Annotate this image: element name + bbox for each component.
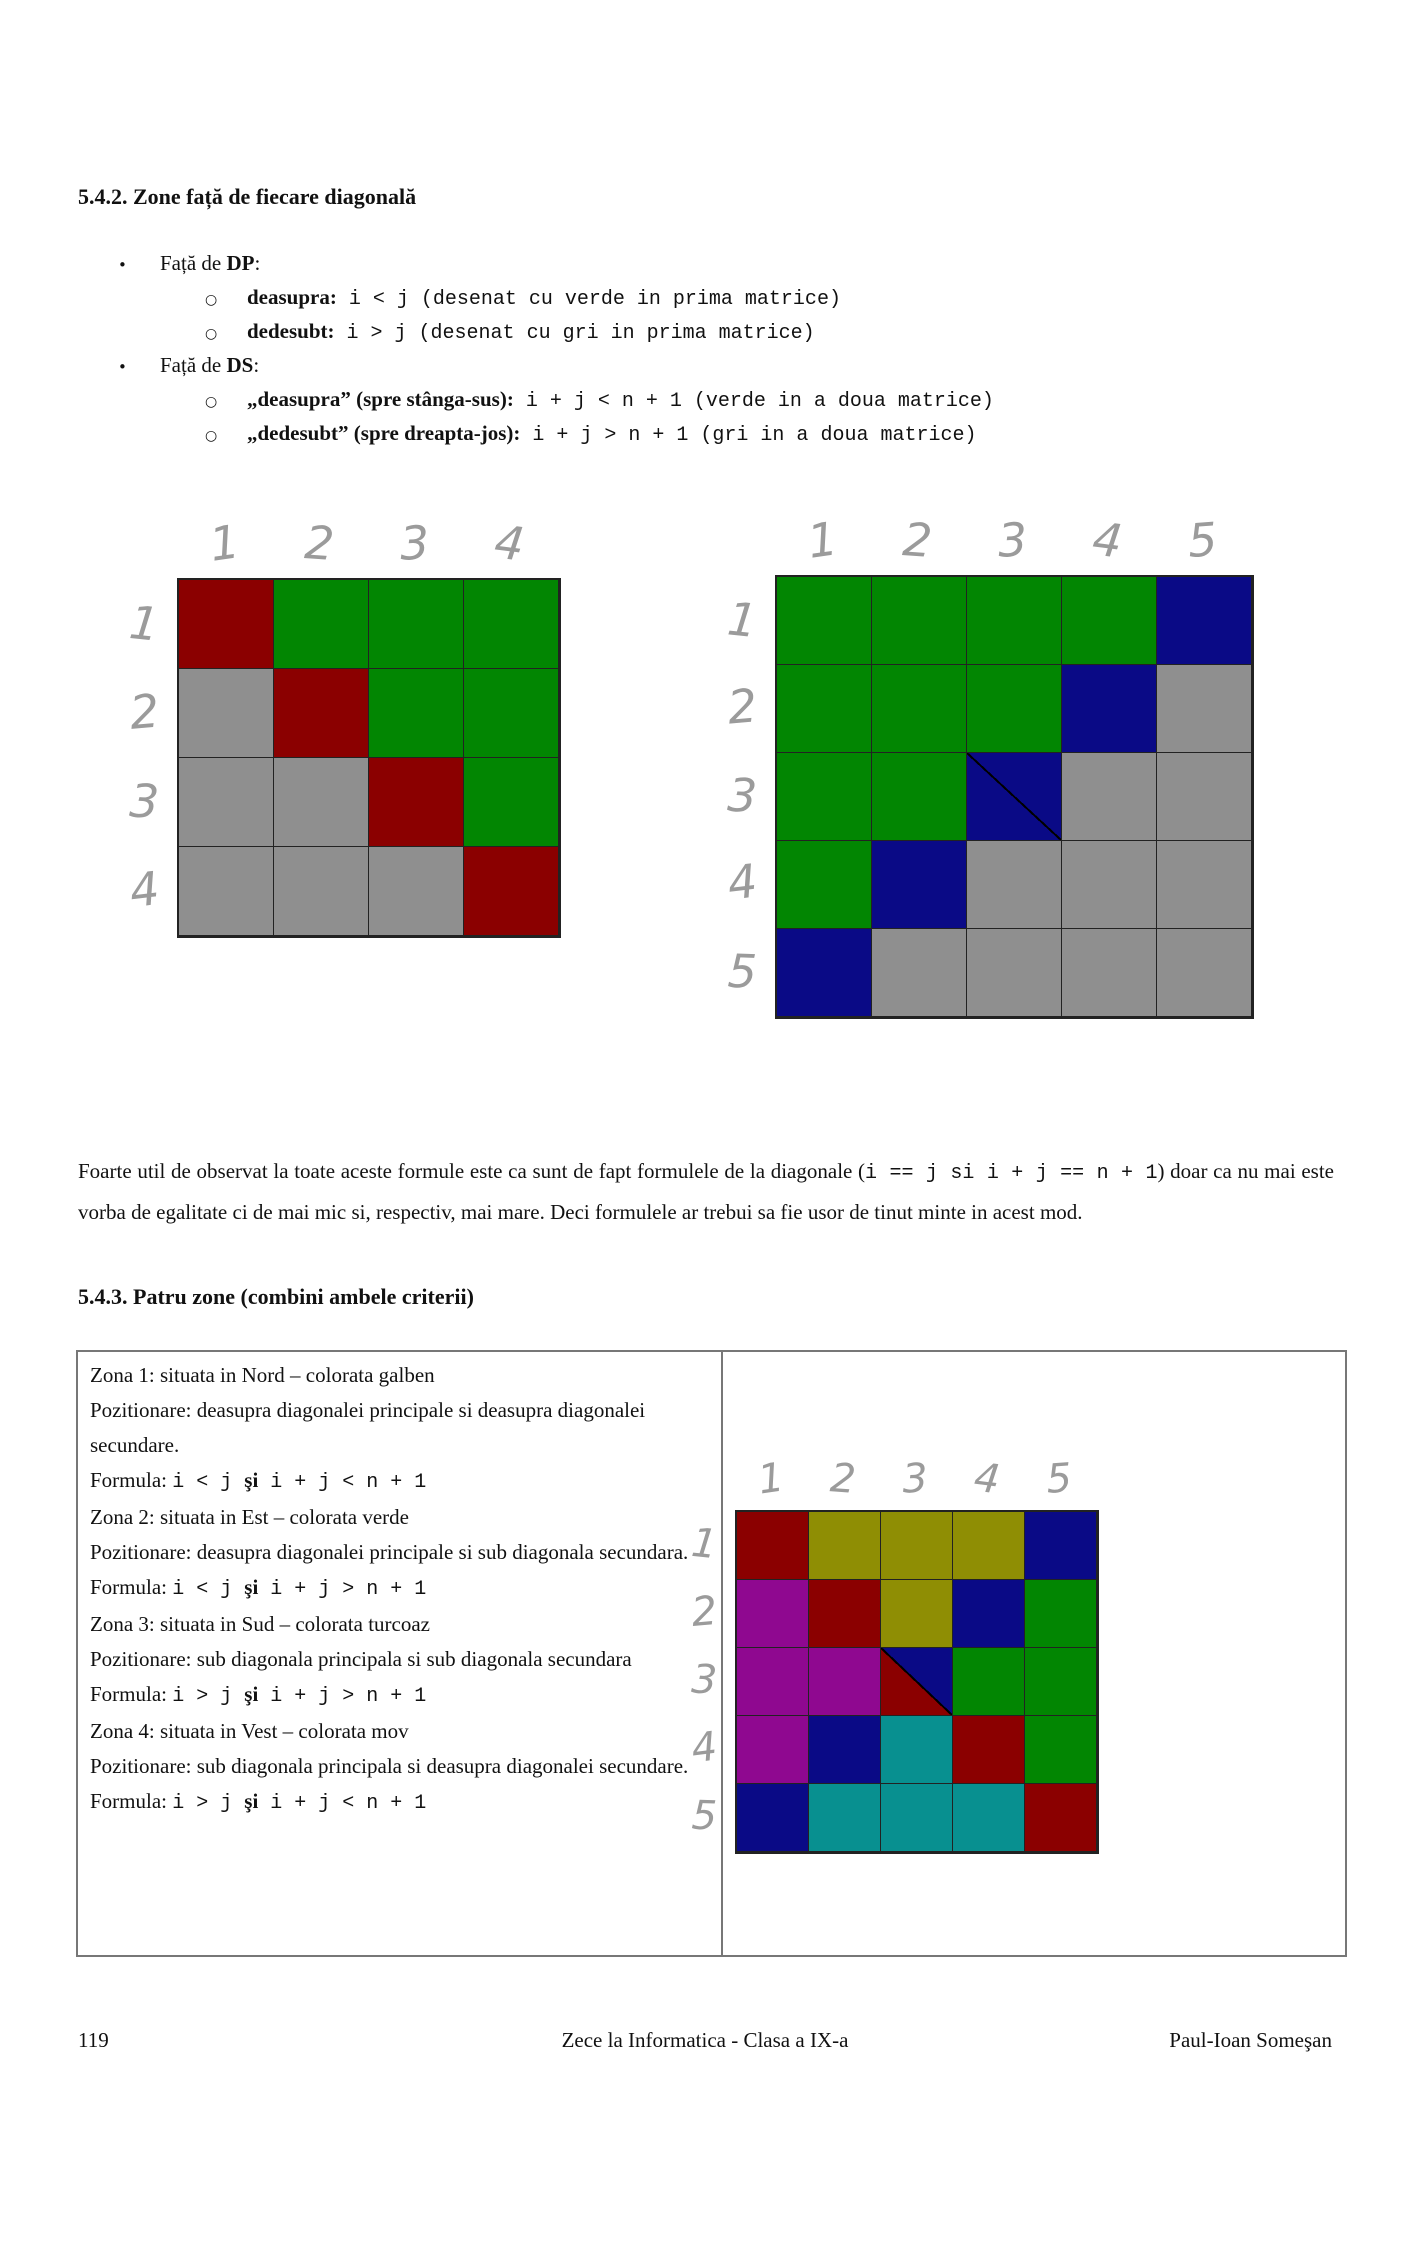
matrix-cell <box>737 1512 809 1580</box>
matrix-cell <box>369 758 464 847</box>
section-heading-542: 5.4.2. Zone față de fiecare diagonală <box>78 184 417 209</box>
zone-text-line <box>90 1642 709 1677</box>
bullet-text <box>247 382 994 419</box>
handwritten-col-label: 2 <box>901 512 934 568</box>
matrix-cell <box>953 1580 1025 1648</box>
matrix-cell <box>777 841 872 929</box>
handwritten-col-label: 2 <box>828 1455 858 1503</box>
handwritten-col-label: 1 <box>755 1454 787 1504</box>
matrix-cell <box>777 753 872 841</box>
text-segment: Față de <box>160 251 227 275</box>
matrix-four-zones-5x5 <box>672 1438 1099 1854</box>
zone-text-line <box>90 1749 709 1784</box>
handwritten-row-label: 2 <box>689 1587 719 1636</box>
section-heading-543: 5.4.3. Patru zone (combini ambele criterii) <box>78 1284 474 1309</box>
handwritten-col-label: 5 <box>1186 512 1219 568</box>
matrix-cell <box>1025 1580 1097 1648</box>
matrix-cell <box>809 1512 881 1580</box>
handwritten-row-label: 2 <box>127 683 162 740</box>
matrix-cell <box>809 1716 881 1784</box>
zone-text-line <box>90 1570 709 1607</box>
handwritten-row-label: 4 <box>688 1723 720 1773</box>
handwritten-col-label: 3 <box>901 1455 929 1503</box>
text-segment: şi <box>244 1468 259 1492</box>
text-segment: i < j (desenat cu verde in prima matrice) <box>336 288 841 311</box>
bullet-icon: ○ <box>205 394 218 410</box>
text-segment: i + j > n + 1 (gri in a doua matrice) <box>520 424 977 447</box>
text-segment: i + j < n + 1 (verde in a doua matrice) <box>513 390 994 413</box>
text-segment: Pozitionare: sub diagonala principala si deasupra diagonalei secundare. <box>90 1754 689 1778</box>
handwritten-row-label: 4 <box>126 860 163 918</box>
matrix-cell <box>881 1512 953 1580</box>
matrix-corner-spacer <box>672 1438 735 1510</box>
handwritten-row-label: 1 <box>724 591 760 649</box>
text-segment: i + j < n + 1 <box>258 1471 427 1494</box>
bullet-item <box>78 382 1338 416</box>
observation-paragraph <box>78 1152 1334 1232</box>
bullet-text <box>247 416 976 453</box>
text-segment: i + j > n + 1 <box>258 1578 427 1601</box>
text-segment: ) doar ca nu mai este vorba de egalitate ci de mai mic si, respectiv, mai mare. Deci formulele ar trebui sa fie usor de tinut minte in acest mod. <box>78 1159 1334 1224</box>
matrix-cell <box>953 1512 1025 1580</box>
page-footer <box>0 2028 1410 2058</box>
zones-description-cell <box>78 1352 723 1955</box>
handwritten-row-label: 4 <box>724 853 761 911</box>
text-segment: deasupra: <box>247 285 337 309</box>
matrix-cell <box>872 841 967 929</box>
matrix-cell <box>881 1648 953 1716</box>
text-segment: dedesubt: <box>247 319 335 343</box>
matrix-cell <box>967 841 1062 929</box>
matrix-cell <box>872 929 967 1017</box>
matrix-grid <box>177 578 561 938</box>
matrix-cell <box>1062 577 1157 665</box>
matrix-cell <box>274 580 369 669</box>
matrix-cell <box>179 847 274 936</box>
matrix-row-labels <box>105 578 177 938</box>
bullet-text <box>247 280 841 317</box>
matrix-cell <box>777 577 872 665</box>
text-segment: i < j <box>172 1471 245 1494</box>
handwritten-row-label: 1 <box>126 594 162 652</box>
handwritten-col-label: 3 <box>996 512 1029 568</box>
text-segment: Față de <box>160 353 227 377</box>
matrix-cell <box>369 580 464 669</box>
matrix-cell <box>369 847 464 936</box>
matrix-cell <box>953 1716 1025 1784</box>
matrix-cell <box>737 1716 809 1784</box>
bullet-icon: • <box>118 358 127 376</box>
text-segment: i > j <box>172 1792 245 1815</box>
text-segment: Zona 2: situata in Est – colorata verde <box>90 1505 409 1529</box>
matrix-cell <box>1157 841 1252 929</box>
text-segment: Pozitionare: sub diagonala principala si sub diagonala secundara <box>90 1647 632 1671</box>
handwritten-row-label: 2 <box>725 678 760 735</box>
matrix-cell <box>1062 929 1157 1017</box>
text-segment: i < j <box>172 1578 245 1601</box>
matrix-cell <box>274 669 369 758</box>
zone-text-line <box>90 1358 709 1393</box>
matrix-cell <box>1062 753 1157 841</box>
matrix-cell <box>274 847 369 936</box>
text-segment: Formula: <box>90 1682 173 1706</box>
zone-text-line <box>90 1677 709 1714</box>
text-segment: i > j (desenat cu gri in prima matrice) <box>334 322 815 345</box>
matrix-cell <box>1062 665 1157 753</box>
bullet-icon: ○ <box>205 428 218 444</box>
handwritten-row-label: 3 <box>726 767 759 824</box>
matrix-corner-spacer <box>105 505 177 578</box>
matrix-row-labels <box>672 1510 735 1854</box>
matrix-column-labels <box>775 500 1254 575</box>
handwritten-col-label: 1 <box>804 511 841 569</box>
matrix-cell <box>777 929 872 1017</box>
text-segment: i + j < n + 1 <box>258 1792 427 1815</box>
matrix-cell <box>179 669 274 758</box>
matrix-cell <box>872 577 967 665</box>
text-segment: i + j > n + 1 <box>258 1685 427 1708</box>
matrix-row-labels <box>695 575 775 1019</box>
bullet-icon: ○ <box>205 292 218 308</box>
text-segment: Zona 1: situata in Nord – colorata galben <box>90 1363 435 1387</box>
bullet-item <box>78 416 1338 450</box>
bullet-item <box>78 314 1338 348</box>
matrix-grid <box>775 575 1254 1019</box>
matrix-cell <box>1062 841 1157 929</box>
handwritten-col-label: 3 <box>398 515 431 571</box>
matrix-cell <box>464 758 559 847</box>
text-segment: „dedesubt” (spre dreapta-jos): <box>247 421 521 445</box>
text-segment: Formula: <box>90 1468 173 1492</box>
matrix-cell <box>872 753 967 841</box>
text-segment: Pozitionare: deasupra diagonalei principale si sub diagonala secundara. <box>90 1540 689 1564</box>
matrix-cell <box>809 1648 881 1716</box>
matrix-cell <box>777 665 872 753</box>
bullet-text <box>247 314 815 351</box>
matrix-cell <box>464 669 559 758</box>
matrix-cell <box>179 580 274 669</box>
handwritten-col-label: 4 <box>491 514 528 572</box>
bullet-icon: • <box>118 256 127 274</box>
matrix-cell <box>737 1580 809 1648</box>
text-segment: DS <box>226 353 254 377</box>
bullet-text <box>160 348 259 382</box>
matrix-cell <box>179 758 274 847</box>
matrix-cell <box>274 758 369 847</box>
handwritten-row-label: 5 <box>726 943 758 999</box>
bullet-item <box>78 246 1338 280</box>
matrix-cell <box>809 1580 881 1648</box>
zone-text-line <box>90 1500 709 1535</box>
zone-text-line <box>90 1784 709 1821</box>
handwritten-row-label: 1 <box>689 1519 720 1569</box>
text-segment: : <box>254 251 261 275</box>
matrix-cell <box>464 580 559 669</box>
matrix-cell <box>881 1580 953 1648</box>
matrix-main-diagonal-4x4 <box>105 505 561 938</box>
matrix-cell <box>369 669 464 758</box>
text-segment: şi <box>244 1575 259 1599</box>
matrix-column-labels <box>177 505 561 578</box>
bullet-text <box>160 246 260 280</box>
matrix-cell <box>809 1784 881 1852</box>
text-segment: Pozitionare: deasupra diagonalei principale si deasupra diagonalei secundare. <box>90 1398 646 1457</box>
matrix-secondary-diagonal-5x5 <box>695 500 1254 1019</box>
bullet-list <box>78 246 1338 450</box>
handwritten-row-label: 3 <box>690 1656 719 1704</box>
footer-author: Paul-Ioan Someşan <box>1169 2028 1332 2052</box>
zone-text-line <box>90 1463 709 1500</box>
text-segment: Zona 4: situata in Vest – colorata mov <box>90 1719 409 1743</box>
zone-text-line <box>90 1714 709 1749</box>
matrix-cell <box>1025 1784 1097 1852</box>
matrix-cell <box>464 847 559 936</box>
matrix-cell <box>737 1648 809 1716</box>
page-number: 119 <box>78 2028 109 2052</box>
matrix-cell <box>872 665 967 753</box>
text-segment: „deasupra” (spre stânga-sus): <box>247 387 514 411</box>
matrix-cell <box>967 665 1062 753</box>
handwritten-row-label: 5 <box>690 1792 718 1840</box>
matrix-cell <box>967 929 1062 1017</box>
matrix-cell <box>1157 665 1252 753</box>
text-segment: Formula: <box>90 1575 173 1599</box>
handwritten-row-label: 3 <box>128 772 161 829</box>
text-segment: DP <box>226 251 255 275</box>
matrix-cell <box>1025 1716 1097 1784</box>
text-segment: Formula: <box>90 1789 173 1813</box>
bullet-item <box>78 348 1338 382</box>
text-segment: Foarte util de observat la toate aceste formule este ca sunt de fapt formulele de la diagonale ( <box>78 1159 866 1183</box>
text-segment: şi <box>244 1682 259 1706</box>
text-segment: i > j <box>172 1685 245 1708</box>
text-segment: şi <box>244 1789 259 1813</box>
matrix-column-labels <box>735 1438 1099 1510</box>
matrix-cell <box>1025 1512 1097 1580</box>
footer-book-title: Zece la Informatica - Clasa a IX-a <box>561 2028 849 2052</box>
zone-text-line <box>90 1393 709 1463</box>
bullet-icon: ○ <box>205 326 218 342</box>
text-segment: i == j si i + j == n + 1 <box>865 1162 1158 1185</box>
matrix-cell <box>1157 577 1252 665</box>
handwritten-col-label: 1 <box>206 514 243 572</box>
matrix-cell <box>967 577 1062 665</box>
text-segment: Zona 3: situata in Sud – colorata turcoaz <box>90 1612 430 1636</box>
handwritten-col-label: 4 <box>971 1454 1003 1504</box>
matrix-cell <box>737 1784 809 1852</box>
text-segment: : <box>253 353 260 377</box>
matrix-cell <box>881 1784 953 1852</box>
matrix-cell <box>881 1716 953 1784</box>
matrix-cell <box>1025 1648 1097 1716</box>
matrix-cell <box>953 1784 1025 1852</box>
matrix-cell <box>953 1648 1025 1716</box>
handwritten-col-label: 4 <box>1089 511 1126 569</box>
handwritten-col-label: 5 <box>1044 1455 1074 1503</box>
bullet-item <box>78 280 1338 314</box>
matrix-corner-spacer <box>695 500 775 575</box>
matrix-cell <box>1157 929 1252 1017</box>
matrix-cell <box>967 753 1062 841</box>
handwritten-col-label: 2 <box>303 515 336 571</box>
matrix-grid <box>735 1510 1099 1854</box>
zone-text-line <box>90 1607 709 1642</box>
matrix-cell <box>1157 753 1252 841</box>
zone-text-line <box>90 1535 709 1570</box>
